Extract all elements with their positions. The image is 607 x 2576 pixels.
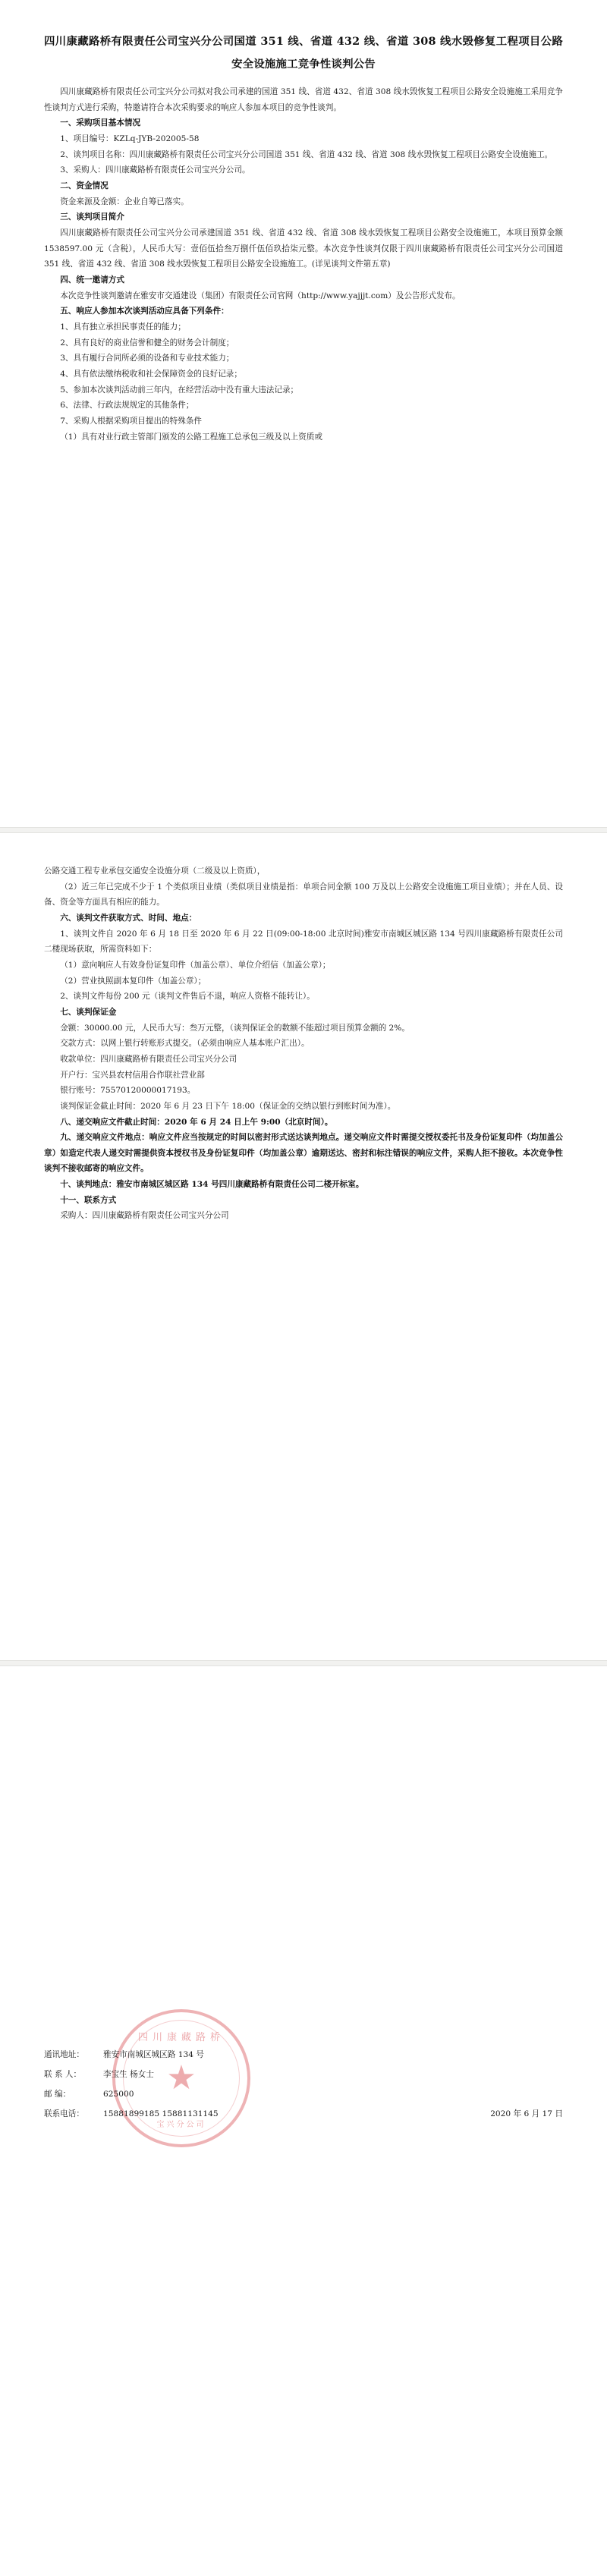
section-heading-2: 二、资金情况	[60, 181, 109, 190]
section-heading-6: 六、谈判文件获取方式、时间、地点：	[60, 913, 197, 923]
contact-label-postcode: 邮 编：	[44, 2089, 71, 2099]
contact-value-postcode: 625000	[103, 2089, 134, 2099]
section-5-item-2: 2、具有良好的商业信誉和健全的财务会计制度；	[60, 338, 234, 348]
contact-value-person: 李宝生 杨女士	[103, 2069, 154, 2079]
contact-block	[44, 2046, 563, 2125]
section-1-item-2: 2、谈判项目名称：四川康藏路桥有限责任公司宝兴分公司国道 351 线、省道 432 线、省道 308 线水毁恢复工程项目公路安全设施施工。	[60, 149, 553, 159]
section-heading-10: 十、谈判地点：雅安市南城区城区路 134 号四川康藏路桥有限责任公司二楼开标室。	[60, 1180, 364, 1190]
page2-paragraph-2: （2）近三年已完成不少于 1 个类似项目业绩（类似项目业绩是指：单项合同金额 100 万及以上公路安全设施施工项目业绩）；并在人员、设备、资金等方面具有相应的能力。	[44, 882, 563, 907]
section-heading-1: 一、采购项目基本情况	[60, 118, 141, 128]
section-4-item-1: 本次竞争性谈判邀请在雅安市交通建设（集团）有限责任公司官网（http://www.yajjjt.com）及公告形式发布。	[60, 291, 461, 300]
section-5-item-6: 6、法律、行政法规规定的其他条件；	[60, 401, 194, 410]
contact-label-person: 联 系 人：	[44, 2069, 82, 2079]
seal-bottom-text: 宝兴分公司	[156, 2121, 206, 2129]
section-heading-4: 四、统一邀请方式	[60, 275, 124, 285]
section-5-item-3: 3、具有履行合同所必须的设备和专业技术能力；	[60, 354, 234, 363]
section-3-item-1: 四川康藏路桥有限责任公司宝兴分公司承建国道 351 线、省道 432 线、省道 308 线水毁恢复工程项目公路安全设施施工，本项目预算金额 1538597.00 元（含税），人民币大写：壹佰伍拾叁万捌仟伍佰玖拾柒元整。本次竞争性谈判仅限于四川康藏路桥有限责任公司宝兴分公司国道 351 线、省道 432 线、省道 308 线水毁恢复工程项目公路安全设施施工。(详见谈判文件第五章)	[44, 228, 563, 269]
intro-paragraph: 四川康藏路桥有限责任公司宝兴分公司拟对我公司承建的国道 351 线、省道 432、省道 308 线水毁恢复工程项目公路安全设施施工采用竞争性谈判方式进行采购，特邀请符合本次采购要求的响应人参加本项目的竞争性谈判。	[44, 87, 563, 112]
document-sheet-2	[0, 833, 607, 1660]
section-6-item-2: （1）意向响应人有效身份证复印件（加盖公章）、单位介绍信（加盖公章）；	[60, 960, 331, 970]
seal-top-text: 四川康藏路桥	[137, 2032, 225, 2043]
section-7-item-6: 谈判保证金截止时间：2020 年 6 月 23 日下午 18:00（保证金的交纳以银行到账时间为准）。	[60, 1101, 396, 1111]
contact-row-postcode	[44, 2085, 563, 2105]
document-sheet-3	[0, 1666, 607, 2576]
section-heading-11: 十一、联系方式	[60, 1195, 117, 1205]
seal-star-icon: ★	[166, 2059, 197, 2097]
page-title: 四川康藏路桥有限责任公司宝兴分公司国道 351 线、省道 432 线、省道 308 线水毁修复工程项目公路安全设施施工竞争性谈判公告	[44, 35, 563, 71]
section-5-item-7: 7、采购人根据采购项目提出的特殊条件	[60, 416, 203, 426]
section-5-item-4: 4、具有依法缴纳税收和社会保障资金的良好记录；	[60, 369, 242, 379]
section-7-item-2: 交款方式：以网上银行转账形式提交。（必须由响应人基本账户汇出）。	[60, 1039, 310, 1049]
section-1-item-1: 1、项目编号：KZLq-JYB-202005-58	[60, 134, 200, 144]
page2-paragraph-1: 公路交通工程专业承包交通安全设施分项（二级及以上资质），	[44, 867, 266, 876]
section-heading-5: 五、响应人参加本次谈判活动应具备下列条件：	[60, 307, 229, 316]
section-7-item-5: 银行账号：75570120000017193。	[60, 1086, 196, 1096]
contact-value-phone: 15881899185 15881131145	[103, 2109, 219, 2118]
section-5-item-1: 1、具有独立承担民事责任的能力；	[60, 322, 186, 332]
contact-label-phone: 联系电话：	[44, 2109, 84, 2118]
section-6-item-4: 2、谈判文件每份 200 元（谈判文件售后不退，响应人资格不能转让）。	[60, 992, 315, 1002]
section-heading-3: 三、谈判项目简介	[60, 212, 124, 222]
section-7-item-3: 收款单位：四川康藏路桥有限责任公司宝兴分公司	[60, 1054, 237, 1064]
section-heading-9: 九、递交响应文件地点：响应文件应当按规定的时间以密封形式送达谈判地点。递交响应文件时需提交授权委托书及身份证复印件（均加盖公章）如造定代表人递交时需提供资本授权书及身份证复印件（均加盖公章）逾期送达、密封和标注错误的响应文件，采购人拒不接收。本次竞争性谈判不接收邮寄的响应文件。	[44, 1133, 563, 1174]
contact-value-address: 雅安市南城区城区路 134 号	[103, 2050, 204, 2059]
contact-label-address: 通讯地址：	[44, 2050, 84, 2059]
document-sheet-1	[0, 0, 607, 827]
contact-row-address	[44, 2046, 563, 2065]
contact-row-phone	[44, 2105, 563, 2125]
section-5-item-5: 5、参加本次谈判活动前三年内，在经营活动中没有重大违法记录；	[60, 385, 299, 395]
section-2-item-1: 资金来源及金额：企业自筹已落实。	[60, 197, 189, 206]
section-11-item-1: 采购人：四川康藏路桥有限责任公司宝兴分公司	[60, 1211, 229, 1221]
section-5-item-8: （1）具有对业行政主管部门颁发的公路工程施工总承包三级及以上资质或	[60, 432, 322, 442]
signature-date: 2020 年 6 月 17 日	[490, 2109, 563, 2118]
section-7-item-4: 开户行：宝兴县农村信用合作联社营业部	[60, 1070, 205, 1080]
contact-row-person	[44, 2065, 563, 2085]
section-1-item-3: 3、采购人：四川康藏路桥有限责任公司宝兴分公司。	[60, 165, 250, 175]
section-6-item-3: （2）营业执照副本复印件（加盖公章）；	[60, 976, 206, 986]
section-heading-7: 七、谈判保证金	[60, 1007, 117, 1017]
section-7-item-1: 金额：30000.00 元，人民币大写：叁万元整，（谈判保证金的数额不能超过项目预算金额的 2%。	[60, 1023, 410, 1033]
section-6-item-1: 1、谈判文件自 2020 年 6 月 18 日至 2020 年 6 月 22 日(09:00-18:00 北京时间)雅安市南城区城区路 134 号四川康藏路桥有限责任公司二楼现场获取，所需资料如下：	[44, 929, 563, 955]
section-heading-8: 八、递交响应文件截止时间：2020 年 6 月 24 日上午 9:00（北京时间）。	[60, 1117, 333, 1127]
